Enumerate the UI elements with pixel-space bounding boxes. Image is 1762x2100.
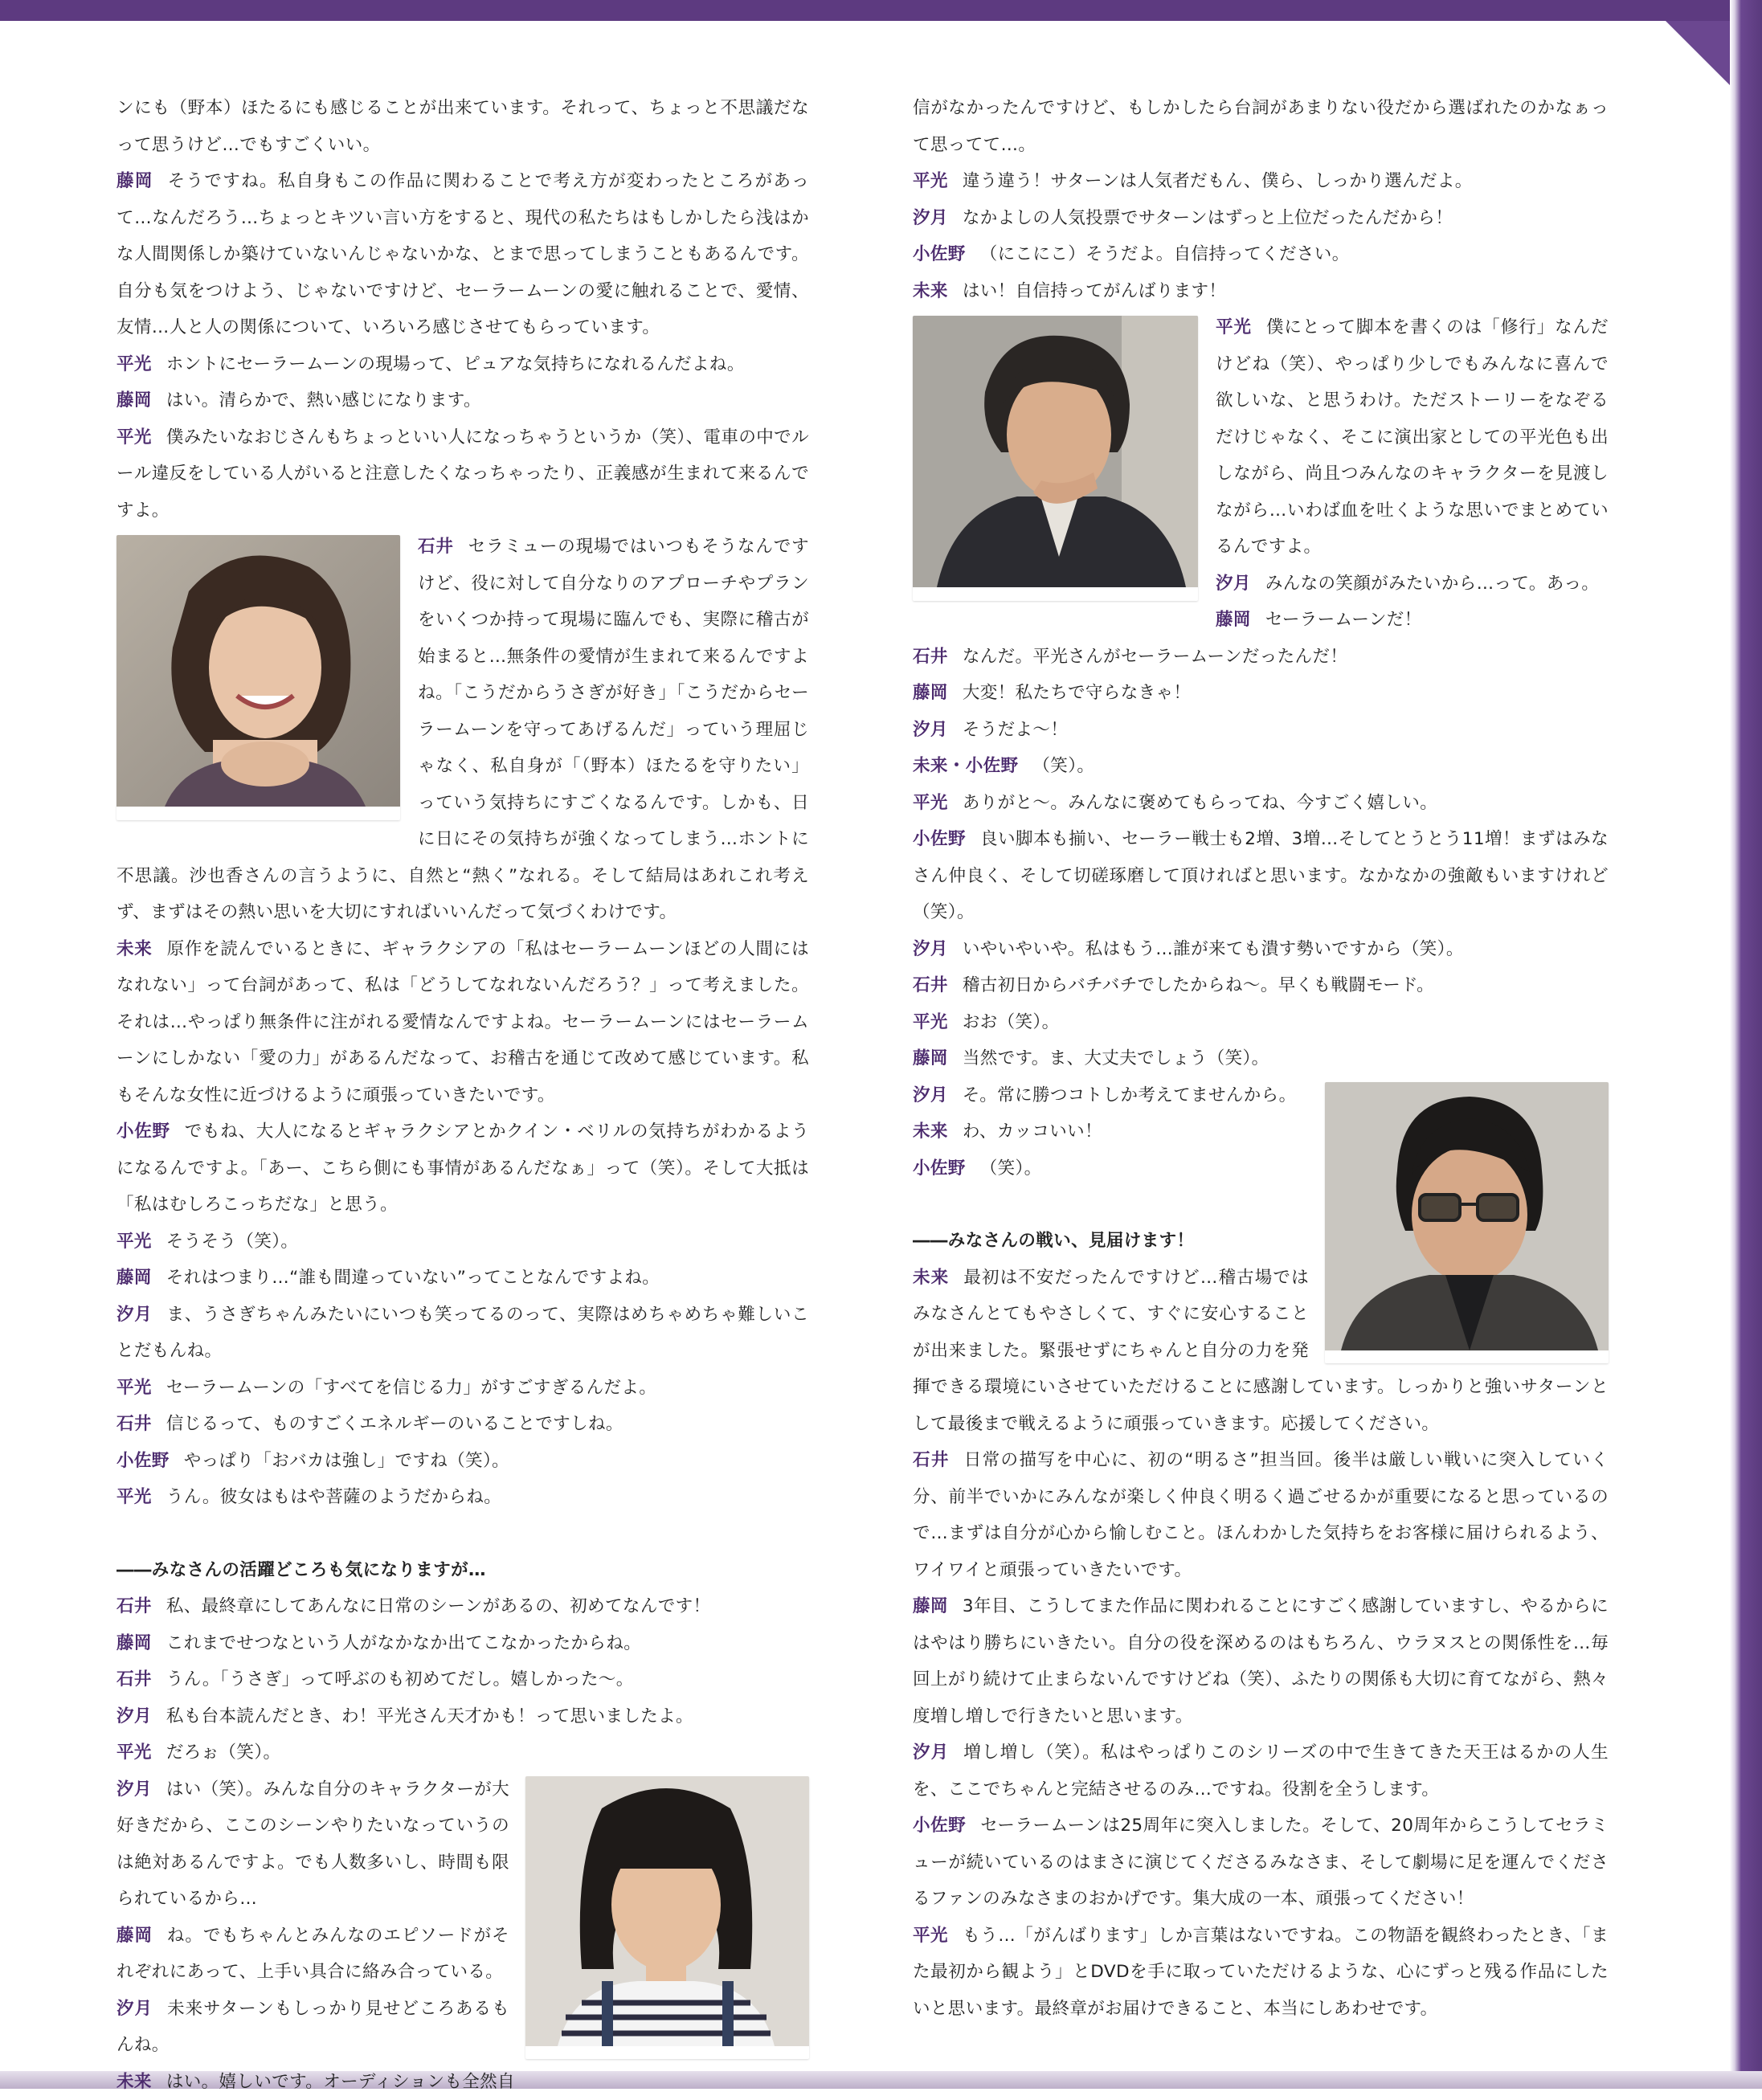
text: 良い脚本も揃い、セーラー戦士も2増、3増…そしてとうとう11増！まずはみなさん仲良く、そして切磋琢磨して頂ければと思います。なかなかの強敵もいますけれど（笑）。 [913, 829, 1609, 922]
text: 増し増し（笑）。私はやっぱりこのシリーズの中で生きてきた天王はるかの人生を、ここでちゃんと完結させるのみ…ですね。役割を全うします。 [913, 1743, 1609, 1800]
paragraph [117, 1479, 809, 1516]
speaker-name: 藤岡 [913, 683, 948, 703]
speaker-name: 汐月 [117, 1999, 153, 2019]
speaker-name: 汐月 [117, 1779, 152, 1800]
speaker-name: 未来・小佐野 [913, 756, 1018, 776]
paragraph [913, 200, 1609, 237]
paragraph [913, 931, 1609, 968]
text: 大変！私たちで守らなきゃ！ [963, 683, 1192, 703]
paragraph [913, 675, 1609, 712]
speaker-name: 汐月 [913, 939, 948, 959]
text: 僕にとって脚本を書くのは「修行」なんだけどね（笑）、やっぱり少しでもみんなに喜んで欲しいな、と思うわけ。ただストーリーをなぞるだけじゃなく、そこに演出家としての平光色も出しながら、尚且つみんなのキャラクターを見渡しながら…いわば血を吐くような思いでまとめているんですよ。 [1216, 317, 1609, 557]
text: はい。嬉しいです。オーディションも全然自 [166, 2072, 515, 2092]
text: なんだ。平光さんがセーラームーンだったんだ！ [963, 647, 1347, 667]
text: （にこにこ）そうだよ。自信持ってください。 [980, 244, 1350, 264]
speaker-name: 汐月 [913, 1743, 949, 1763]
photo-man-thinking [913, 316, 1198, 601]
speaker-name: 平光 [117, 354, 152, 374]
paragraph [913, 821, 1609, 931]
speaker-name: 石井 [913, 647, 948, 667]
text: はい！自信持ってがんばります！ [963, 281, 1227, 301]
paragraph [913, 785, 1609, 822]
text: おお（笑）。 [963, 1012, 1060, 1032]
speaker-name: 小佐野 [913, 1158, 966, 1179]
speaker-name: 平光 [117, 1232, 152, 1252]
speaker-name: 小佐野 [117, 1451, 170, 1471]
paragraph [913, 712, 1609, 749]
paragraph [117, 90, 809, 163]
paragraph [117, 1588, 809, 1625]
paragraph [913, 1588, 1609, 1734]
text: もう…「がんばります」しか言葉はないですね。この物語を観終わったとき、「また最初から観よう」とDVDを手に取っていただけるような、心にずっと残る作品にしたいと思います。最終章がお届けできること、本当にしあわせです。 [913, 1926, 1609, 2019]
paragraph [117, 419, 809, 529]
text: なかよしの人気投票でサターンはずっと上位だったんだから！ [963, 208, 1453, 228]
text: やっぱり「おバカは強し」ですね（笑）。 [184, 1451, 509, 1471]
text: いやいやいや。私はもう…誰が来ても潰す勢いですから（笑）。 [963, 939, 1464, 959]
paragraph [913, 1442, 1609, 1588]
text: セラミューの現場ではいつもそうなんですけど、役に対して自分なりのアプローチやプランをいくつか持って現場に臨んでも、実際に稽古が始まると…無条件の愛情が生まれて来るんですよね。「こうだからうさぎが好き」「こうだからセーラームーンを守ってあげるんだ」っていう理屈じゃなく、私自身が「（野本）ほたるを守りたい」っていう気持ちにすごくなるんです。しかも、日に日にその気持ちが強くなってしまう…ホントに不思議。沙也香さんの言うように、自然と“熱く”なれる。そして結局はあれこれ考えず、まずはその熱い思いを大切にすればいいんだって気づくわけです。 [117, 537, 809, 922]
paragraph [117, 1443, 809, 1480]
speaker-name: 藤岡 [913, 1596, 948, 1616]
text: 未来サターンもしっかり見せどころあるもんね。 [117, 1999, 509, 2056]
speaker-name: 藤岡 [117, 1926, 153, 1946]
text: セーラームーンの「すべてを信じる力」がすごすぎるんだよ。 [166, 1378, 656, 1398]
text: 稽古初日からバチバチでしたからね〜。早くも戦闘モード。 [963, 975, 1434, 995]
paragraph [117, 1260, 809, 1297]
text: 私、最終章にしてあんなに日常のシーンがあるの、初めてなんです！ [166, 1596, 711, 1616]
text: 私も台本読んだとき、わ！平光さん天才かも！って思いましたよ。 [166, 1706, 693, 1726]
paragraph [117, 931, 809, 1114]
text: 3年目、こうしてまた作品に関われることにすごく感謝していますし、やるからにはやはり勝ちにいきたい。自分の役を深めるのはもちろん、ウラヌスとの関係性を…毎回上がり続けて止まらないんですけどね（笑）、ふたりの関係も大切に育てながら、熱々度増し増しで行きたいと思います。 [913, 1596, 1609, 1726]
paragraph [117, 1698, 809, 1735]
paragraph [913, 748, 1609, 785]
speaker-name: 未来 [913, 1121, 948, 1142]
right-column [913, 90, 1609, 2027]
text: わ、カッコいい！ [963, 1121, 1102, 1142]
paragraph [117, 1224, 809, 1260]
text: 信がなかったんですけど、もしかしたら台詞があまりない役だから選ばれたのかなぁって思ってて…。 [913, 98, 1609, 155]
speaker-name: 平光 [117, 1378, 152, 1398]
paragraph [913, 90, 1609, 163]
speaker-name: 藤岡 [1216, 610, 1251, 630]
paragraph [913, 163, 1609, 200]
paragraph [117, 346, 809, 383]
text: ね。でもちゃんとみんなのエピソードがそれぞれにあって、上手い具合に絡み合っている。 [117, 1926, 509, 1983]
text: 信じるって、ものすごくエネルギーのいることですしね。 [166, 1414, 623, 1434]
left-column [117, 90, 809, 2100]
text: 違う違う！サターンは人気者だもん、僕ら、しっかり選んだよ。 [963, 171, 1473, 191]
text: それはつまり…“誰も間違っていない”ってことなんですよね。 [166, 1268, 660, 1288]
text: ンにも（野本）ほたるにも感じることが出来ています。それって、ちょっと不思議だなって思うけど…でもすごくいい。 [117, 98, 809, 155]
text: これまでせつなという人がなかなか出てこなかったからね。 [166, 1633, 641, 1653]
paragraph [117, 163, 809, 346]
speaker-name: 平光 [117, 1743, 152, 1763]
speaker-name: 平光 [117, 1487, 152, 1507]
text: セーラームーンだ！ [1265, 610, 1422, 630]
speaker-name: 未来 [117, 939, 153, 959]
speaker-name: 藤岡 [117, 171, 153, 191]
paragraph [913, 639, 1609, 676]
text: うん。「うさぎ」って呼ぶのも初めてだし。嬉しかった〜。 [166, 1669, 634, 1689]
paragraph [913, 1040, 1609, 1077]
paragraph [117, 1661, 809, 1698]
photo-smiling-woman [117, 535, 400, 820]
text: 日常の描写を中心に、初の“明るさ”担当回。後半は厳しい戦いに突入していく分、前半でいかにみんなが楽しく仲良く明るく過ごせるかが重要になると思っているので…まずは自分が心から愉しむこと。ほんわかした気持ちをお客様に届けられるよう、ワイワイと頑張っていきたいです。 [913, 1450, 1609, 1580]
text: だろぉ（笑）。 [166, 1743, 281, 1763]
speaker-name: 汐月 [117, 1706, 152, 1726]
text: 最初は不安だったんですけど…稽古場ではみなさんとてもやさしくて、すぐに安心することが出来ました。緊張せずにちゃんと自分の力を発揮できる環境にいさせていただけることに感謝しています。しっかりと強いサターンとして最後まで戦えるように頑張っていきます。応援してください。 [913, 1268, 1609, 1434]
text: ありがと〜。みんなに褒めてもらってね、今すごく嬉しい。 [963, 793, 1437, 813]
photo-man-glasses [1325, 1082, 1609, 1364]
top-border [0, 0, 1762, 21]
paragraph [913, 273, 1609, 310]
paragraph [117, 382, 809, 419]
speaker-name: 未来 [913, 1268, 949, 1288]
text: みんなの笑顔がみたいから…って。あっ。 [1265, 574, 1599, 594]
text: そうだよ〜！ [963, 720, 1068, 740]
speaker-name: 汐月 [913, 1085, 948, 1105]
speaker-name: 汐月 [117, 1305, 152, 1325]
speaker-name: 平光 [913, 793, 948, 813]
speaker-name: 汐月 [913, 720, 948, 740]
speaker-name: 平光 [913, 1012, 948, 1032]
paragraph [117, 1297, 809, 1370]
text: 僕みたいなおじさんもちょっといい人になっちゃうというか（笑）、電車の中でルール違反をしている人がいると注意したくなっちゃったり、正義感が生まれて来るんですよ。 [117, 427, 809, 521]
speaker-name: 小佐野 [913, 244, 966, 264]
speaker-name: 未来 [117, 2072, 152, 2092]
speaker-name: 汐月 [1216, 574, 1251, 594]
text: 原作を読んでいるときに、ギャラクシアの「私はセーラームーンほどの人間にはなれない」って台詞があって、私は「どうしてなれないんだろう？」って考えました。それは…やっぱり無条件に注がれる愛情なんですよね。セーラームーンにはセーラームーンにしかない「愛の力」があるんだなって、お稽古を通じて改めて感じています。私もそんな女性に近づけるように頑張っていきたいです。 [117, 939, 809, 1105]
paragraph [117, 1406, 809, 1443]
text: そ。常に勝つコトしか考えてませんから。 [963, 1085, 1297, 1105]
speaker-name: 平光 [117, 427, 152, 447]
text: （笑）。 [1032, 756, 1094, 776]
section-heading: ――みなさんの戦い、見届けます！ [913, 1223, 1609, 1260]
speaker-name: 藤岡 [117, 390, 152, 411]
speaker-name: 小佐野 [913, 829, 966, 849]
paragraph [117, 2064, 809, 2100]
photo-girl [525, 1776, 809, 2060]
paragraph [117, 1370, 809, 1407]
speaker-name: 平光 [913, 171, 948, 191]
text: ま、うさぎちゃんみたいにいつも笑ってるのって、実際はめちゃめちゃ難しいことだもんね。 [117, 1305, 809, 1362]
paragraph [117, 1625, 809, 1662]
text: はい（笑）。みんな自分のキャラクターが大好きだから、ここのシーンやりたいなっていうのは絶対あるんですよ。でも人数多いし、時間も限られているから… [117, 1779, 509, 1910]
text: ホントにセーラームーンの現場って、ピュアな気持ちになれるんだよね。 [166, 354, 745, 374]
speaker-name: 平光 [913, 1926, 948, 1946]
speaker-name: 汐月 [913, 208, 948, 228]
section-heading: ――みなさんの活躍どころも気になりますが… [117, 1552, 809, 1589]
text: はい。清らかで、熱い感じになります。 [166, 390, 481, 411]
speaker-name: 藤岡 [117, 1633, 152, 1653]
text: うん。彼女はもはや菩薩のようだからね。 [166, 1487, 501, 1507]
paragraph [913, 1734, 1609, 1808]
speaker-name: 石井 [913, 975, 948, 995]
text: 当然です。ま、大丈夫でしょう（笑）。 [963, 1048, 1269, 1068]
paragraph [117, 1113, 809, 1224]
paragraph [913, 602, 1609, 639]
text: そうそう（笑）。 [166, 1232, 298, 1252]
paragraph [913, 236, 1609, 273]
text: （笑）。 [980, 1158, 1042, 1179]
paragraph [913, 1808, 1609, 1918]
right-border [1730, 0, 1762, 2089]
speaker-name: 藤岡 [117, 1268, 152, 1288]
text: でもね、大人になるとギャラクシアとかクイン・ベリルの気持ちがわかるようになるんですよ。「あー、こちら側にも事情があるんだなぁ」って（笑）。そして大抵は「私はむしろこっちだな」と思う。 [117, 1121, 809, 1215]
speaker-name: 石井 [117, 1596, 152, 1616]
text: セーラームーンは25周年に突入しました。そして、20周年からこうしてセラミューが続いているのはまさに演じてくださるみなさま、そして劇場に足を運んでくださるファンのみなさまのおかげです。集大成の一本、頑張ってください！ [913, 1816, 1609, 1909]
paragraph [913, 1918, 1609, 2028]
text: そうですね。私自身もこの作品に関わることで考え方が変わったところがあって…なんだろう…ちょっとキツい言い方をすると、現代の私たちはもしかしたら浅はかな人間関係しか築けていないんじゃないかな、とまで思ってしまうこともあるんです。自分も気をつけよう、じゃないですけど、セーラームーンの愛に触れることで、愛情、友情…人と人の関係について、いろいろ感じさせてもらっています。 [117, 171, 809, 337]
speaker-name: 石井 [913, 1450, 950, 1470]
paragraph [117, 1734, 809, 1771]
speaker-name: 石井 [418, 537, 454, 557]
speaker-name: 藤岡 [913, 1048, 948, 1068]
speaker-name: 未来 [913, 281, 948, 301]
speaker-name: 平光 [1216, 317, 1252, 337]
speaker-name: 小佐野 [117, 1121, 170, 1142]
paragraph [913, 967, 1609, 1004]
speaker-name: 石井 [117, 1669, 152, 1689]
page-corner [1666, 21, 1730, 85]
speaker-name: 石井 [117, 1414, 152, 1434]
speaker-name: 小佐野 [913, 1816, 966, 1836]
paragraph [913, 1004, 1609, 1041]
